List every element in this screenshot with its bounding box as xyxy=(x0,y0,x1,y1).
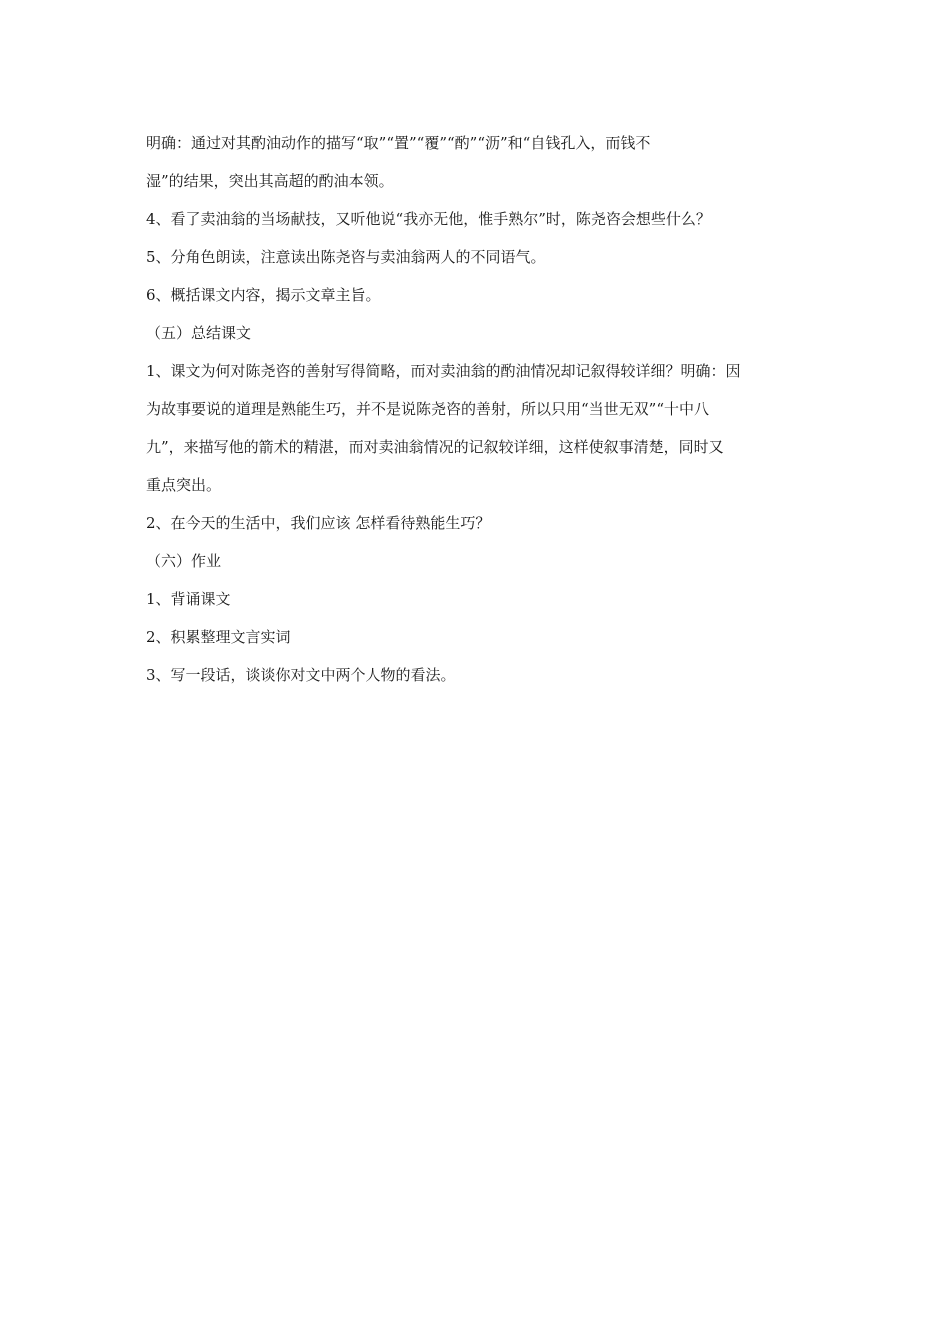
answer-paragraph-line-2: 湿”的结果，突出其高超的酌油本领。 xyxy=(146,172,394,190)
section-heading-summary: （五）总结课文 xyxy=(146,324,252,342)
summary-item-2: 2、在今天的生活中，我们应该 怎样看待熟能生巧？ xyxy=(146,514,491,532)
summary-item-1-line-1: 1、课文为何对陈尧咨的善射写得简略，而对卖油翁的酌油情况却记叙得较详细？明确：因 xyxy=(146,362,741,380)
homework-item-2: 2、积累整理文言实词 xyxy=(146,628,291,646)
question-6: 6、概括课文内容，揭示文章主旨。 xyxy=(146,286,381,304)
question-5: 5、分角色朗读，注意读出陈尧咨与卖油翁两人的不同语气。 xyxy=(146,248,546,266)
section-heading-homework: （六）作业 xyxy=(146,552,222,570)
summary-item-1-line-2: 为故事要说的道理是熟能生巧，并不是说陈尧咨的善射，所以只用“当世无双”“十中八 xyxy=(146,400,710,418)
answer-paragraph-line-1: 明确：通过对其酌油动作的描写“取”“置”“覆”“酌”“沥”和“自钱孔入，而钱不 xyxy=(146,134,651,152)
homework-item-3: 3、写一段话，谈谈你对文中两个人物的看法。 xyxy=(146,666,456,684)
document-body xyxy=(146,124,811,694)
homework-item-1: 1、背诵课文 xyxy=(146,590,231,608)
summary-item-1-line-3: 九”，来描写他的箭术的精湛，而对卖油翁情况的记叙较详细，这样使叙事清楚，同时又 xyxy=(146,438,724,456)
summary-item-1-line-4: 重点突出。 xyxy=(146,476,222,494)
question-4: 4、看了卖油翁的当场献技，又听他说“我亦无他，惟手熟尔”时，陈尧咨会想些什么？ xyxy=(146,210,711,228)
